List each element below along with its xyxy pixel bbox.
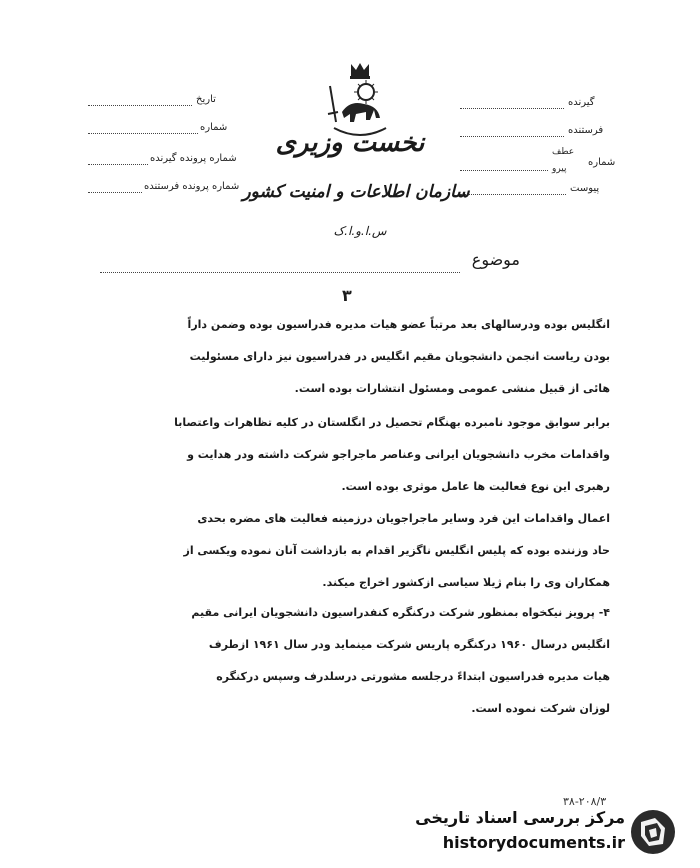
sender-file-label: شماره پرونده فرستنده	[144, 181, 240, 192]
document-code: ۳۸-۲۰۸/۳	[563, 795, 607, 808]
body-line: واقدامات مخرب دانشجویان ایرانی وعناصر ماجراجو شرکت داشته ودر هدایت و	[187, 448, 610, 461]
body-line: رهبری این نوع فعالیت ها عامل موثری بوده است.	[341, 480, 610, 493]
organization-code: س.ا.و.ا.ک	[333, 224, 387, 238]
body-line: اعمال واقدامات این فرد وسایر ماجراجویان درزمینه فعالیت های مضره بحدی	[197, 512, 610, 525]
page-number: ۳	[342, 286, 352, 305]
sender-field-line	[460, 136, 564, 137]
body-line: انگلیس بوده ودرسالهای بعد مرتباً عضو هیات مدیره فدراسیون بوده وضمن داراً	[187, 318, 610, 331]
number-field-line	[88, 133, 198, 134]
letter-number-label: شماره	[588, 157, 616, 168]
organization-name: سازمان اطلاعات و امنیت کشور	[242, 182, 470, 202]
recipient-field-line	[460, 108, 564, 109]
sender-label: فرستنده	[568, 125, 604, 136]
subject-field-line	[100, 272, 460, 273]
subject-label: موضوع	[471, 250, 520, 269]
body-line: ۴- پرویز نیکخواه بمنظور شرکت درکنگره کنفدراسیون دانشجویان ایرانی مقیم	[191, 606, 610, 619]
letter-number-line	[460, 170, 548, 171]
body-line: لوزان شرکت نموده است.	[471, 702, 610, 715]
body-line: انگلیس درسال ۱۹۶۰ درکنگره پاریس شرکت مینماید ودر سال ۱۹۶۱ ازطرف	[208, 638, 610, 651]
recipient-label: گیرنده	[568, 97, 595, 108]
recipient-file-label: شماره پرونده گیرنده	[150, 153, 237, 164]
attachment-label: پیوست	[570, 183, 600, 194]
body-line: هیات مدیره فدراسیون ابتداءً درجلسه مشورتی درسلدرف وسپس درکنگره	[216, 670, 610, 683]
letterhead-title: نخست وزیری	[275, 128, 425, 158]
body-line: همکاران وی را بنام ژیلا سیاسی ازکشور اخراج میکند.	[322, 576, 610, 589]
lion-and-sun-emblem-icon	[320, 62, 400, 137]
recipient-file-line	[88, 164, 148, 165]
date-field-line	[88, 105, 192, 106]
archive-center-name: مرکز بررسی اسناد تاریخی	[415, 808, 625, 827]
sender-file-line	[88, 192, 142, 193]
archive-logo-icon	[629, 808, 677, 856]
body-line: بودن ریاست انجمن دانشجویان مقیم انگلیس در فدراسیون نیز دارای مسئولیت	[189, 350, 610, 363]
archive-website[interactable]: historydocuments.ir	[442, 833, 625, 852]
body-line: برابر سوابق موجود نامبرده بهنگام تحصیل در انگلستان در کلیه تظاهرات واعتصابا	[174, 416, 610, 429]
follow-up-label: پیرو	[552, 164, 567, 174]
body-line: هائی از قبیل منشی عمومی ومسئول انتشارات بوده است.	[294, 382, 610, 395]
body-line: حاد وزننده بوده که پلیس انگلیس ناگزیر اقدام به بازداشت آنان نموده ویکسی از	[183, 544, 610, 557]
reference-label: عطف	[552, 147, 575, 157]
number-label: شماره	[200, 122, 228, 133]
date-label: تاریخ	[196, 94, 216, 105]
